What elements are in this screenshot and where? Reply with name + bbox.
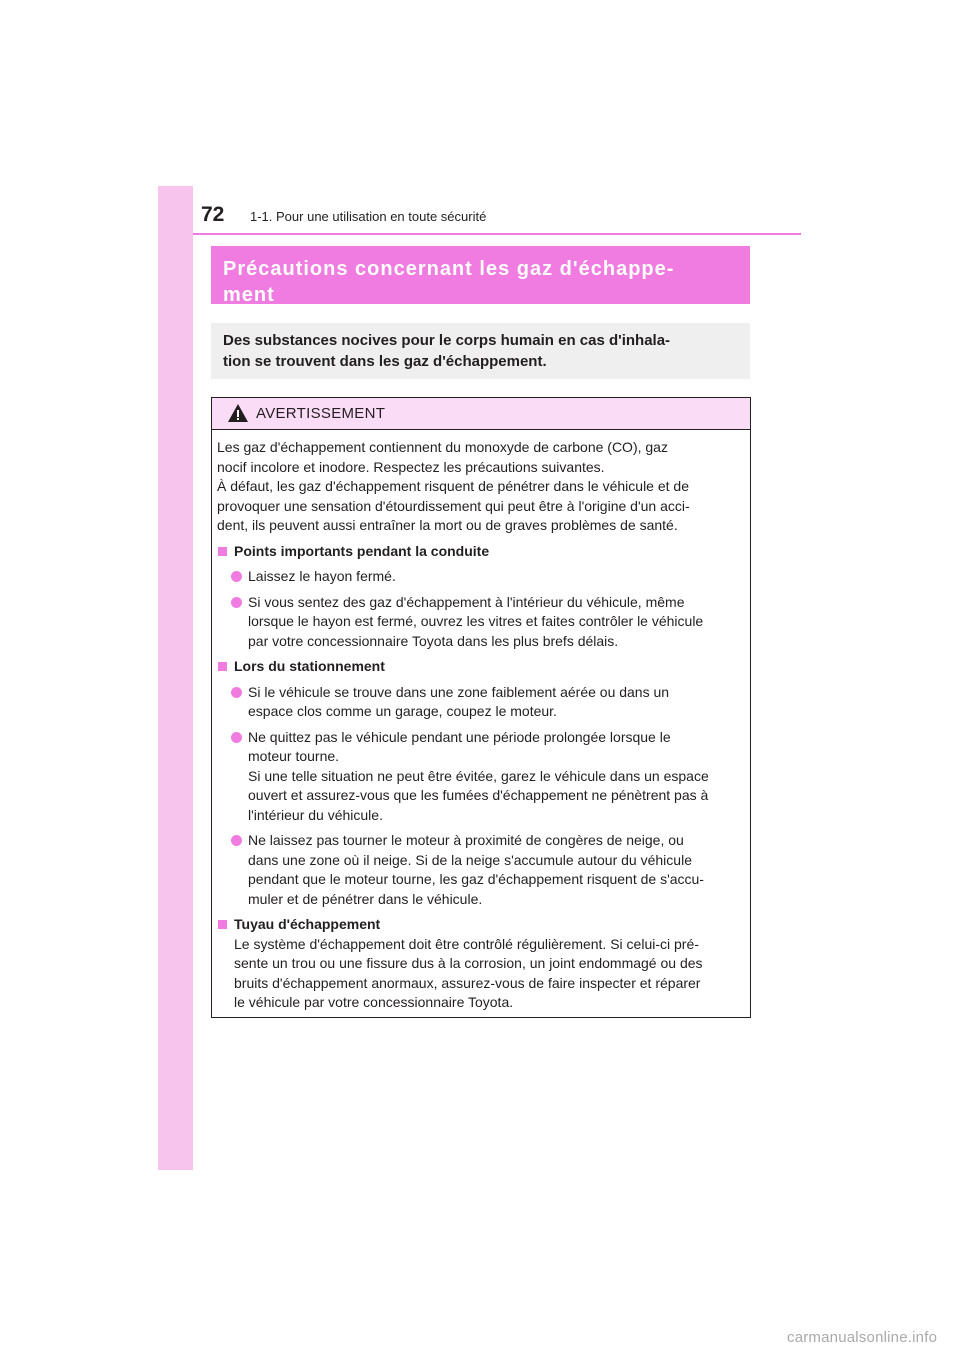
title-line: Précautions concernant les gaz d'échappe- xyxy=(223,258,675,280)
text-line: espace clos comme un garage, coupez le moteur. xyxy=(248,703,557,719)
subsection-heading xyxy=(217,657,743,677)
text-line: À défaut, les gaz d'échappement risquent de pénétrer dans le véhicule et de xyxy=(217,478,689,494)
warning-box xyxy=(211,397,751,1018)
warning-triangle-icon xyxy=(227,403,249,423)
intro-box xyxy=(211,323,750,379)
circle-bullet-icon xyxy=(231,835,242,846)
subsection-heading xyxy=(217,915,743,935)
subsection-heading xyxy=(217,542,743,562)
side-tab-strip xyxy=(158,186,193,1170)
intro-text xyxy=(223,330,741,372)
text-line: muler et de pénétrer dans le véhicule. xyxy=(248,890,483,907)
text-line: ouvert et assurez-vous que les fumées d'échappement ne pénètrent pas à xyxy=(248,787,709,803)
text-line: pendant que le moteur tourne, les gaz d'échappement risquent de s'accu- xyxy=(248,871,704,887)
square-bullet-icon xyxy=(218,662,227,671)
subsection-heading-text: Lors du stationnement xyxy=(234,658,385,674)
circle-bullet-icon xyxy=(231,687,242,698)
text-line: Si vous sentez des gaz d'échappement à l'intérieur du véhicule, même xyxy=(248,593,685,610)
title-line: ment xyxy=(223,284,275,306)
text-line: Ne laissez pas tourner le moteur à proximité de congères de neige, ou xyxy=(248,832,684,848)
section-label: 1-1. Pour une utilisation en toute sécurité xyxy=(250,209,487,224)
text-line: Ne quittez pas le véhicule pendant une période prolongée lorsque le xyxy=(248,728,671,745)
circle-bullet-icon xyxy=(231,597,242,608)
text-line: Si une telle situation ne peut être évitée, garez le véhicule dans un espace xyxy=(248,767,709,784)
text-line: l'intérieur du véhicule. xyxy=(248,806,383,823)
subsection-text xyxy=(234,935,743,1013)
text-line: dent, ils peuvent aussi entraîner la mort ou de graves problèmes de santé. xyxy=(217,517,678,533)
warning-intro xyxy=(217,438,743,536)
text-line: bruits d'échappement anormaux, assurez-vous de faire inspecter et réparer xyxy=(234,974,701,991)
text-line: lorsque le hayon est fermé, ouvrez les vitres et faites contrôler le véhicule xyxy=(248,613,704,629)
warning-body xyxy=(212,430,750,1013)
list-item xyxy=(217,593,743,652)
page-title xyxy=(223,256,738,308)
circle-bullet-icon xyxy=(231,571,242,582)
text-line: Laissez le hayon fermé. xyxy=(248,568,396,584)
intro-line: tion se trouvent dans les gaz d'échappement. xyxy=(223,353,547,370)
text-line: Si le véhicule se trouve dans une zone faiblement aérée ou dans un xyxy=(248,683,670,700)
list-item xyxy=(217,683,743,722)
text-line: Le système d'échappement doit être contrôlé régulièrement. Si celui-ci pré- xyxy=(234,935,699,952)
square-bullet-icon xyxy=(218,920,227,929)
subsection-heading-text: Tuyau d'échappement xyxy=(234,916,381,932)
watermark-text: carmanualsonline.info xyxy=(787,1329,938,1346)
warning-header xyxy=(212,398,750,430)
text-line: moteur tourne. xyxy=(248,748,340,764)
title-box xyxy=(211,246,750,304)
list-item xyxy=(217,728,743,826)
text-line: dans une zone où il neige. Si de la neige s'accumule autour du véhicule xyxy=(248,851,692,868)
square-bullet-icon xyxy=(218,547,227,556)
warning-title: AVERTISSEMENT xyxy=(256,405,386,422)
list-item xyxy=(217,831,743,909)
subsection-heading-text: Points importants pendant la conduite xyxy=(234,542,490,559)
list-item xyxy=(217,567,743,587)
circle-bullet-icon xyxy=(231,732,242,743)
text-line: le véhicule par votre concessionnaire Toyota. xyxy=(234,994,514,1010)
text-line: Les gaz d'échappement contiennent du monoxyde de carbone (CO), gaz xyxy=(217,439,668,455)
text-line: sente un trou ou une fissure dus à la corrosion, un joint endommagé ou des xyxy=(234,955,703,971)
header-rule xyxy=(193,233,801,235)
text-line: provoquer une sensation d'étourdissement qui peut être à l'origine d'un acci- xyxy=(217,497,690,514)
intro-line: Des substances nocives pour le corps humain en cas d'inhala- xyxy=(223,332,671,349)
text-line: par votre concessionnaire Toyota dans les plus brefs délais. xyxy=(248,632,619,649)
page-number: 72 xyxy=(201,203,225,226)
text-line: nocif incolore et inodore. Respectez les précautions suivantes. xyxy=(217,458,605,475)
